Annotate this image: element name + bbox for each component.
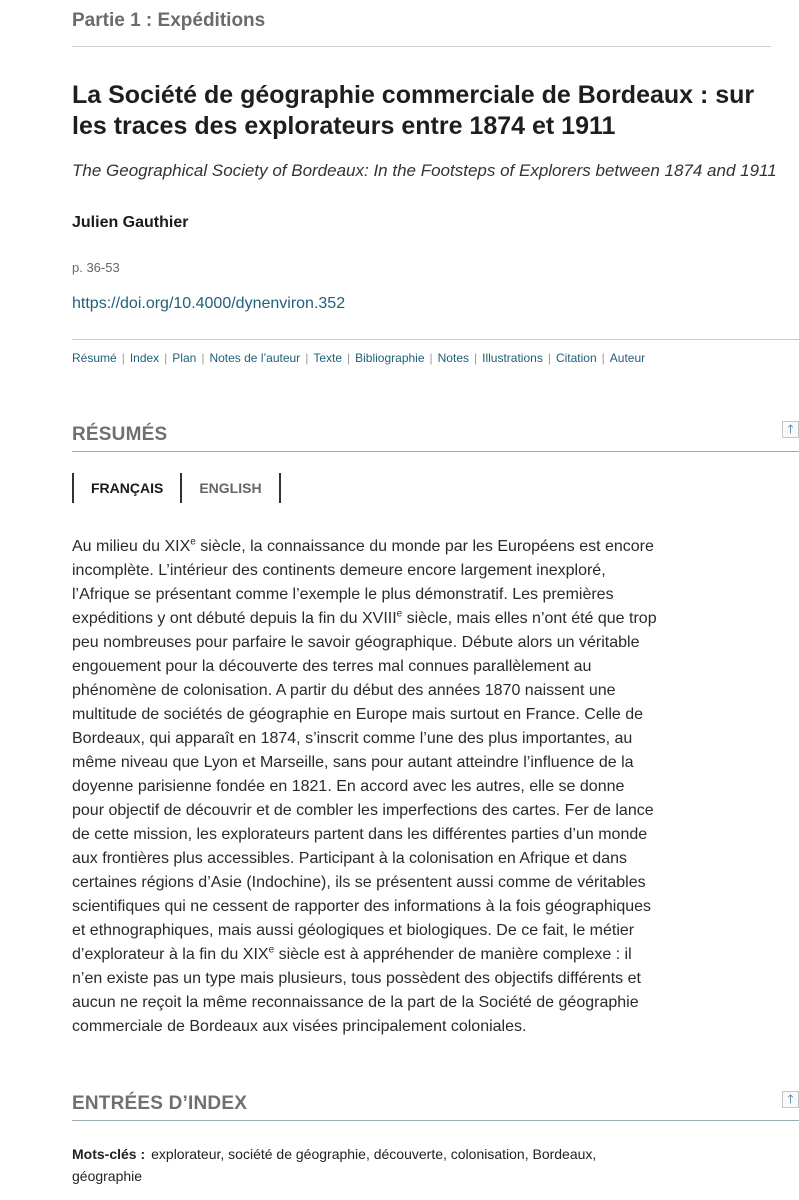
tab-english[interactable]: ENGLISH: [180, 473, 280, 503]
toc-link[interactable]: Auteur: [609, 351, 646, 365]
article-title: La Société de géographie commerciale de Bordeaux : sur les traces des explorateurs entre 1874 et 1911: [72, 81, 755, 140]
toc-separator: |: [121, 351, 125, 365]
toc-link[interactable]: Notes de l’auteur: [209, 351, 301, 365]
toc-link[interactable]: Index: [129, 351, 160, 365]
resumes-heading: RÉSUMÉS: [72, 424, 168, 445]
toc-separator: |: [347, 351, 351, 365]
toc-link[interactable]: Illustrations: [482, 351, 543, 365]
keywords: [72, 1143, 632, 1187]
back-to-top-icon[interactable]: 🡑: [782, 1091, 799, 1108]
index-heading: ENTRÉES D’INDEX: [72, 1093, 248, 1114]
toc-separator: |: [164, 351, 168, 365]
toc-link[interactable]: Plan: [172, 351, 197, 365]
tab-francais[interactable]: FRANÇAIS: [72, 473, 180, 503]
toc-separator: |: [305, 351, 309, 365]
toc-separator: |: [547, 351, 551, 365]
toc-link[interactable]: Citation: [555, 351, 597, 365]
toc-separator: |: [601, 351, 605, 365]
toc-divider: [72, 339, 799, 340]
keywords-list[interactable]: explorateur, société de géographie, découverte, colonisation, Bordeaux, géographie: [72, 1146, 597, 1184]
toc-separator: |: [201, 351, 205, 365]
abstract-text: Au milieu du XIXe siècle, la connaissance du monde par les Européens est encore incomplète. L’intérieur des continents demeure encore largement inexploré, l’Afrique se présentant comme l’exemple le plus démonstratif. Les premières expéditions y ont débuté depuis la fin du XVIIIe siècle, mais elles n’ont été que trop peu nombreuses pour parfaire le savoir géographique. Débute alors un véritable engouement pour la découverte des terres mal connues parallèlement au phénomène de colonisation. A partir du début des années 1870 naissent une multitude de sociétés de géographie en Europe mais surtout en France. Celle de Bordeaux, qui apparaît en 1874, s’inscrit comme l’une des plus importantes, au même niveau que Lyon et Marseille, sans pour autant atteindre l’influence de la doyenne parisienne fondée en 1821. En accord avec les autres, elle se donne pour objectif de découvrir et de combler les imperfections des cartes. Fer de lance de cette mission, les explorateurs partent dans les différentes parties d’un monde aux frontières plus accessibles. Participant à la colonisation en Afrique et dans certaines régions d’Asie (Indochine), ils se présentent aussi comme de véritables scientifiques qui ne cessent de rapporter des informations à la fois géographiques et ethnographiques, mais aussi géologiques et biologiques. De ce fait, le métier d’explorateur à la fin du XIXe siècle est à appréhender de manière complexe : il n’en existe pas un type mais plusieurs, tous possèdent des objectifs différents et aucun ne reçoit la même reconnaissance de la part de la Société de géographie commerciale de Bordeaux aux visées principalement coloniales.: [72, 536, 657, 1035]
toc-link[interactable]: Notes: [437, 351, 469, 365]
toc-link[interactable]: Bibliographie: [355, 351, 425, 365]
toc-separator: |: [429, 351, 433, 365]
language-tabs: [72, 473, 281, 503]
doi-link[interactable]: https://doi.org/10.4000/dynenviron.352: [72, 295, 346, 312]
divider: [72, 46, 771, 47]
article-toc: [72, 351, 645, 365]
author-name[interactable]: Julien Gauthier: [72, 214, 189, 231]
article-subtitle: The Geographical Society of Bordeaux: In the Footsteps of Explorers between 1874 and 1911: [72, 161, 777, 180]
section-label: Partie 1 : Expéditions: [72, 10, 266, 31]
index-divider: [72, 1120, 799, 1121]
keywords-label: Mots-clés :: [72, 1146, 146, 1162]
page-range: p. 36-53: [72, 260, 120, 275]
toc-separator: |: [474, 351, 478, 365]
toc-link[interactable]: Résumé: [72, 351, 117, 365]
resumes-divider: [72, 451, 799, 452]
toc-link[interactable]: Texte: [313, 351, 342, 365]
back-to-top-icon[interactable]: 🡑: [782, 421, 799, 438]
